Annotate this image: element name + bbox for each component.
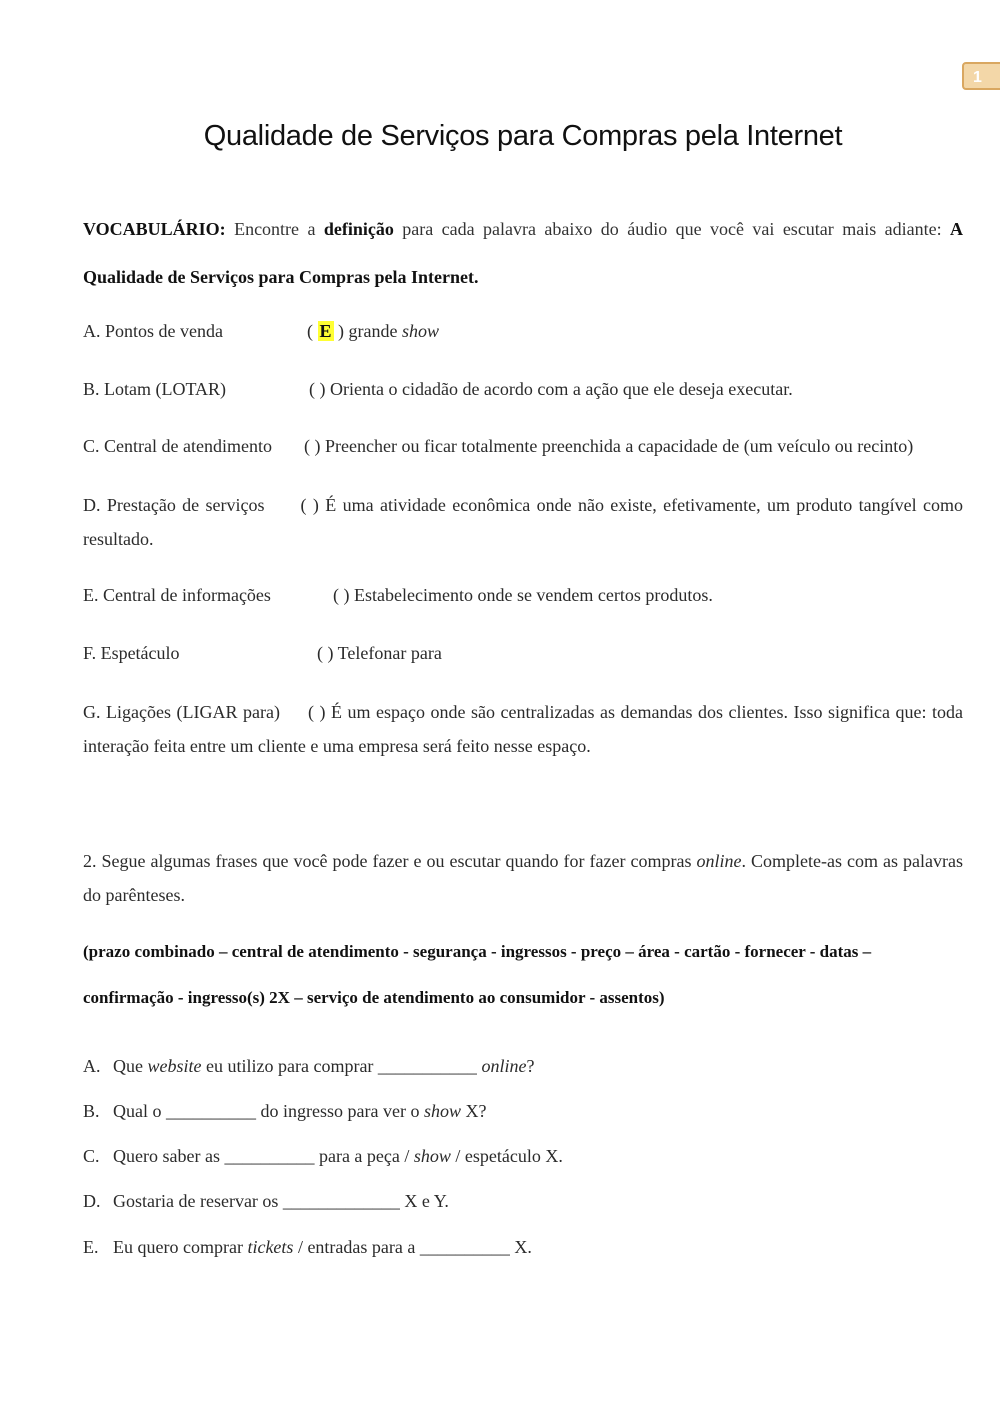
question-text[interactable]: Qual o __________ do ingresso para ver o (113, 1101, 424, 1121)
question-italic: tickets (247, 1237, 294, 1257)
section2-intro (83, 844, 963, 912)
question-text: ? (526, 1056, 535, 1076)
question-text[interactable]: Gostaria de reservar os _____________ X e Y. (113, 1191, 449, 1211)
match-item-d (83, 488, 963, 556)
question-letter: E. (83, 1237, 99, 1257)
page-number-badge: 1 (962, 62, 1000, 90)
question-letter: A. (83, 1056, 101, 1076)
vocab-text-2: para cada palavra abaixo do áudio que você vai escutar mais adiante: (393, 219, 950, 239)
vocab-bold-1: definição (323, 219, 394, 239)
match-label-g: G. Ligações (LIGAR para) (83, 702, 280, 722)
vocab-text-1: Encontre a (225, 219, 324, 239)
match-paren-open: ( (307, 321, 318, 341)
question-a (83, 1056, 534, 1077)
match-def-text-c: Preencher ou ficar totalmente preenchida a capacidade de (um veículo ou recinto) (325, 436, 914, 456)
match-def-text-e: Estabelecimento onde se vendem certos produtos. (354, 585, 713, 605)
match-definition-c (304, 436, 913, 457)
answer-field-c[interactable]: ( ) (304, 436, 325, 456)
answer-field-e[interactable]: ( ) (333, 585, 354, 605)
match-definition-f (317, 643, 442, 664)
match-definition-b (309, 379, 793, 400)
answer-field-b[interactable]: ( ) (309, 379, 330, 399)
match-definition-e (333, 585, 713, 606)
question-text: X? (460, 1101, 487, 1121)
match-label-d: D. Prestação de serviços (83, 495, 265, 515)
question-letter: D. (83, 1191, 101, 1211)
match-def-text-f: Telefonar para (337, 643, 442, 663)
match-label-b: B. Lotam (LOTAR) (83, 379, 227, 399)
section2-intro-1: 2. Segue algumas frases que você pode fazer e ou escutar quando for fazer compras (83, 851, 697, 871)
match-def-italic-a: show (401, 321, 439, 341)
vocabulary-instructions (83, 205, 963, 301)
question-text[interactable]: eu utilizo para comprar ___________ (201, 1056, 482, 1076)
match-def-text-b: Orienta o cidadão de acordo com a ação que ele deseja executar. (330, 379, 793, 399)
answer-field-g[interactable]: ( ) (307, 702, 331, 722)
section2-intro-italic: online (696, 851, 742, 871)
question-italic: show (413, 1146, 451, 1166)
page-title: Qualidade de Serviços para Compras pela Internet (203, 120, 843, 152)
match-paren-close: ) grande (333, 321, 402, 341)
vocab-label: VOCABULÁRIO: (83, 219, 226, 239)
question-letter: C. (83, 1146, 100, 1166)
match-label-e: E. Central de informações (83, 585, 271, 605)
word-bank-text: (prazo combinado – central de atendimento - segurança - ingressos - preço – área - cartão - fornecer - datas – confirmação - ingresso(s) 2X – serviço de atendimento ao consumidor - assentos) (83, 942, 872, 1007)
match-label-f: F. Espetáculo (83, 643, 180, 663)
question-text: Eu quero comprar (113, 1237, 248, 1257)
answer-field-f[interactable]: ( ) (317, 643, 338, 663)
question-text: Que (113, 1056, 148, 1076)
question-e (83, 1237, 532, 1258)
answer-field-d[interactable]: ( ) (300, 495, 326, 515)
question-letter: B. (83, 1101, 100, 1121)
match-def-text-d: É uma atividade econômica onde não existe, efetivamente, um produto tangível como resultado. (83, 495, 963, 549)
match-label-a: A. Pontos de venda (83, 321, 223, 341)
vocab-bold-2: A Qualidade de Serviços para Compras pela Internet. (83, 219, 963, 287)
question-b (83, 1101, 486, 1122)
question-text[interactable]: / entradas para a __________ X. (293, 1237, 532, 1257)
section2-intro-2: . Complete-as com as palavras do parênteses. (83, 851, 963, 905)
answer-field-a[interactable]: E (319, 321, 332, 341)
question-text: / espetáculo X. (450, 1146, 563, 1166)
match-item-g (83, 695, 963, 763)
match-def-text-g: É um espaço onde são centralizadas as demandas dos clientes. Isso significa que: toda interação feita entre um cliente e uma empresa será feito nesse espaço. (83, 702, 963, 756)
question-d (83, 1191, 449, 1212)
match-definition-a (307, 321, 439, 342)
question-italic: online (481, 1056, 527, 1076)
match-label-c: C. Central de atendimento (83, 436, 272, 456)
question-c (83, 1146, 563, 1167)
word-bank (83, 929, 963, 1021)
question-italic: show (423, 1101, 461, 1121)
question-text[interactable]: Quero saber as __________ para a peça / (113, 1146, 414, 1166)
question-italic: website (147, 1056, 202, 1076)
